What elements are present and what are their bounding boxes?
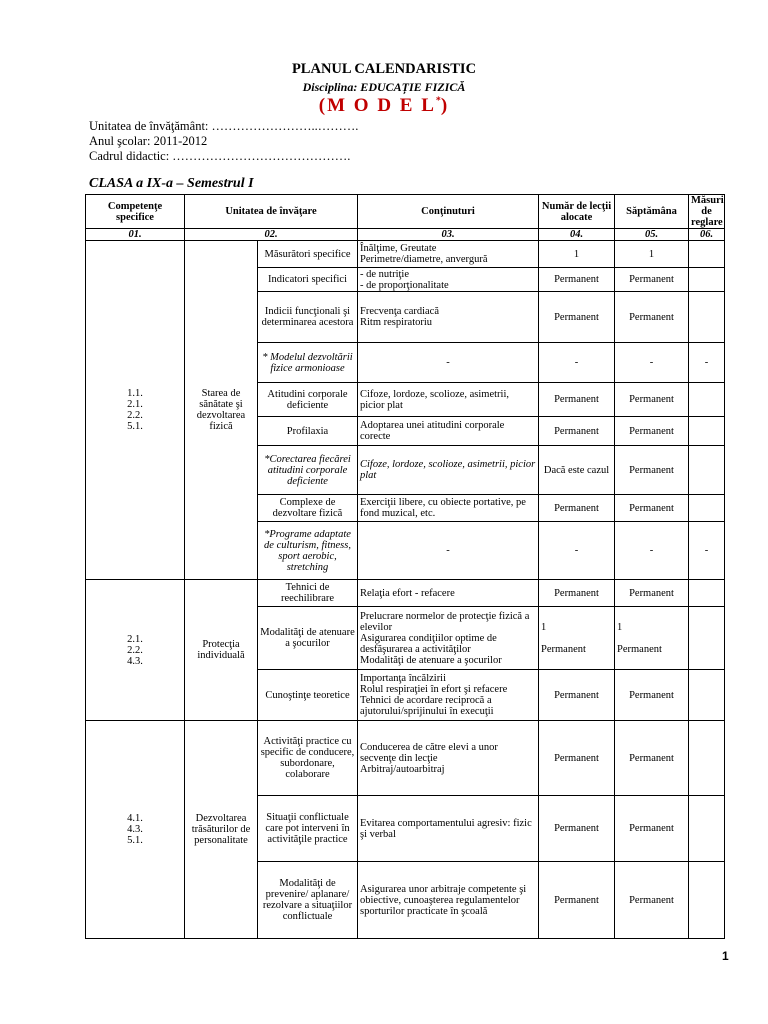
week-cell: - [615,522,689,580]
lessons-cell: Permanent [539,670,615,721]
competente-cell: 2.1. 2.2. 4.3. [86,580,185,721]
measures-cell [689,580,725,607]
content-cell: - [358,522,539,580]
lessons-cell: Dacă este cazul [539,446,615,495]
lessons-cell: Permanent [539,580,615,607]
week-cell: Permanent [615,670,689,721]
lessons-cell: 1 [539,241,615,268]
content-cell: Exerciţii libere, cu obiecte portative, pe fond muzical, etc. [358,495,539,522]
number-cell: 02. [185,229,358,241]
teacher-line: Cadrul didactic: ……………………………………. [89,149,351,163]
subunit-cell: Complexe de dezvoltare fizică [258,495,358,522]
week-cell: Permanent [615,495,689,522]
lessons-cell: Permanent [539,292,615,343]
week-cell: Permanent [615,796,689,862]
measures-cell [689,268,725,292]
lessons-cell: Permanent [539,862,615,939]
measures-cell [689,862,725,939]
content-cell: - [358,343,539,383]
discipline-subtitle: Disciplina: EDUCAȚIE FIZICĂ [302,80,466,94]
unitate-cell: Starea de sănătate şi dezvoltarea fizică [185,241,258,580]
measures-cell [689,495,725,522]
lessons-cell: 1 Permanent [539,607,615,670]
measures-cell [689,670,725,721]
content-cell: Cifoze, lordoze, scolioze, asimetrii, picior plat [358,446,539,495]
header-competente: Competenţe specifice [86,195,185,229]
subunit-cell: *Programe adaptate de culturism, fitness, sport aerobic, stretching [258,522,358,580]
measures-cell [689,721,725,796]
model-asterisk: * [435,95,441,107]
measures-cell [689,607,725,670]
unitate-cell: Dezvoltarea trăsăturilor de personalitate [185,721,258,939]
subunit-cell: Profilaxia [258,417,358,446]
measures-cell [689,417,725,446]
week-cell: 1 Permanent [615,607,689,670]
number-cell: 06. [689,229,725,241]
content-cell: Relaţia efort - refacere [358,580,539,607]
school-unit-line: Unitatea de învăţământ: ……………………..………. [89,119,359,133]
content-cell: - de nutriţie - de proporţionalitate [358,268,539,292]
school-year-line: Anul şcolar: 2011-2012 [89,134,208,148]
table-row [86,580,725,607]
subunit-cell: Măsurători specifice [258,241,358,268]
content-cell: Cifoze, lordoze, scolioze, asimetrii, picior plat [358,383,539,417]
header-masuri: Măsuri de reglare [689,195,725,229]
model-text: (M O D E L [318,95,436,116]
table-header-row [86,195,725,229]
week-cell: Permanent [615,292,689,343]
number-cell: 03. [358,229,539,241]
lessons-cell: Permanent [539,721,615,796]
subunit-cell: Activităţi practice cu specific de conducere, subordonare, colaborare [258,721,358,796]
content-cell: Importanţa încălzirii Rolul respiraţiei în efort şi refacere Tehnici de acordare reciprocă a ajutorului/sprijinului în execuţii [358,670,539,721]
week-cell: 1 [615,241,689,268]
content-cell: Frecvenţa cardiacă Ritm respiratoriu [358,292,539,343]
lessons-cell: Permanent [539,796,615,862]
week-cell: Permanent [615,580,689,607]
measures-cell [689,292,725,343]
subunit-cell: Cunoştinţe teoretice [258,670,358,721]
subunit-cell: Situaţii conflictuale care pot interveni în activităţile practice [258,796,358,862]
measures-cell [689,446,725,495]
lessons-cell: - [539,343,615,383]
table-number-row [86,229,725,241]
table-row [86,721,725,796]
content-cell: Conducerea de către elevi a unor secvenţe din lecţie Arbitraj/autoarbitraj [358,721,539,796]
lessons-cell: Permanent [539,268,615,292]
subunit-cell: Tehnici de reechilibrare [258,580,358,607]
measures-cell: - [689,522,725,580]
header-continuturi: Conţinuturi [358,195,539,229]
content-cell: Prelucrare normelor de protecţie fizică a elevilor Asigurarea condiţiilor optime de desfăşurarea a activităţilor Modalităţi de atenuare a şocurilor [358,607,539,670]
measures-cell [689,796,725,862]
model-label [0,95,768,117]
document-title: PLANUL CALENDARISTIC [291,61,477,77]
subunit-cell: Modalităţi de prevenire/ aplanare/ rezolvare a situaţiilor conflictuale [258,862,358,939]
content-cell: Înălţime, Greutate Perimetre/diametre, anvergură [358,241,539,268]
header-saptamana: Săptămâna [615,195,689,229]
header-lectii: Număr de lecţii alocate [539,195,615,229]
week-cell: Permanent [615,268,689,292]
subunit-cell: Atitudini corporale deficiente [258,383,358,417]
number-cell: 04. [539,229,615,241]
measures-cell [689,383,725,417]
lessons-cell: Permanent [539,383,615,417]
section-title: CLASA a IX-a – Semestrul I [89,176,254,191]
subunit-cell: Indicatori specifici [258,268,358,292]
subunit-cell: * Modelul dezvoltării fizice armonioase [258,343,358,383]
page-number: 1 [722,949,729,963]
lessons-cell: Permanent [539,417,615,446]
week-cell: Permanent [615,417,689,446]
week-cell: Permanent [615,446,689,495]
unitate-cell: Protecţia individuală [185,580,258,721]
competente-cell: 4.1. 4.3. 5.1. [86,721,185,939]
content-cell: Adoptarea unei atitudini corporale corecte [358,417,539,446]
table-row [86,241,725,268]
lessons-cell: - [539,522,615,580]
lessons-cell: Permanent [539,495,615,522]
week-cell: - [615,343,689,383]
subunit-cell: *Corectarea fiecărei atitudini corporale deficiente [258,446,358,495]
measures-cell [689,241,725,268]
competente-cell: 1.1. 2.1. 2.2. 5.1. [86,241,185,580]
model-close: ) [440,95,450,116]
content-cell: Asigurarea unor arbitraje competente şi obiective, cunoaşterea regulamentelor sporturilor practicate în şcoală [358,862,539,939]
header-unitate: Unitatea de învăţare [185,195,358,229]
number-cell: 01. [86,229,185,241]
subunit-cell: Modalităţi de atenuare a şocurilor [258,607,358,670]
number-cell: 05. [615,229,689,241]
week-cell: Permanent [615,721,689,796]
content-cell: Evitarea comportamentului agresiv: fizic şi verbal [358,796,539,862]
week-cell: Permanent [615,383,689,417]
calendar-plan-table [85,194,725,939]
measures-cell: - [689,343,725,383]
week-cell: Permanent [615,862,689,939]
subunit-cell: Indicii funcţionali şi determinarea acestora [258,292,358,343]
